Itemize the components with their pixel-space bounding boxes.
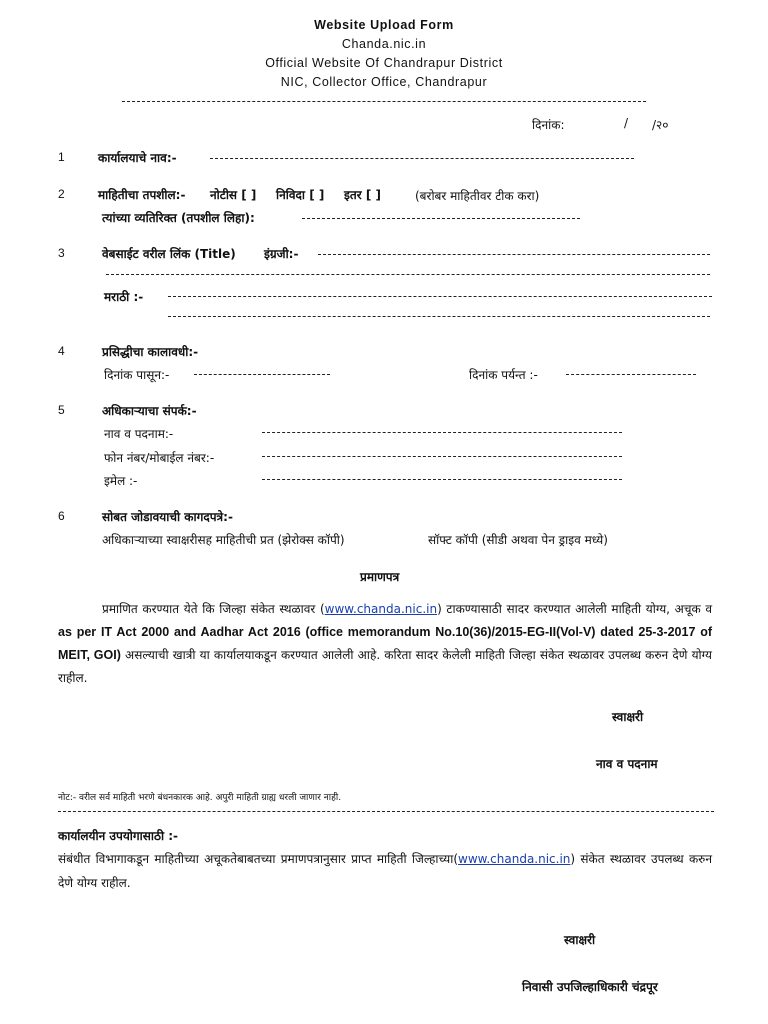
other-detail-field[interactable] — [302, 218, 580, 219]
certificate-heading: प्रमाणपत्र — [360, 570, 400, 584]
office-chanda-link[interactable]: www.chanda.nic.in — [458, 852, 571, 866]
phone-field[interactable] — [262, 456, 622, 457]
tick-note: (बरोबर माहितीवर टीक करा) — [415, 189, 540, 203]
form-title: Website Upload Form — [314, 18, 454, 32]
documents-label: सोबत जोडावयाची कागदपत्रे:- — [102, 510, 233, 524]
office-line: NIC, Collector Office, Chandrapur — [280, 75, 488, 89]
to-date-field[interactable] — [566, 374, 696, 375]
note-divider — [58, 811, 714, 812]
from-date-field[interactable] — [194, 374, 330, 375]
date-slash: / — [624, 116, 629, 130]
certificate-text-2: ) टाकण्यासाठी सादर करण्यात आलेली माहिती योग्य, अचूक व — [437, 602, 712, 616]
title-label: वेबसाईट वरील लिंक (Title) — [102, 247, 236, 261]
notice-checkbox[interactable]: नोटीस [ ] — [210, 188, 257, 202]
contact-label: अधिकाऱ्याचा संपर्क:- — [102, 404, 197, 418]
document-hardcopy: अधिकाऱ्याच्या स्वाक्षरीसह माहितीची प्रत (झेरोक्स कॉपी) — [102, 533, 345, 547]
item-number-1: 1 — [58, 150, 65, 164]
phone-label: फोन नंबर/मोबाईल नंबर:- — [104, 451, 215, 465]
chanda-link[interactable]: www.chanda.nic.in — [324, 602, 438, 616]
office-use-text-2: ) संकेत स्थळावर उपलब्ध करुन देणे योग्य राहील. — [58, 852, 712, 890]
header-divider — [122, 101, 646, 102]
tender-checkbox[interactable]: निविदा [ ] — [276, 188, 325, 202]
official-website-line: Official Website Of Chandrapur District — [265, 56, 503, 70]
office-name-label: कार्यालयाचे नाव:- — [98, 151, 177, 165]
office-use-text-1: संबंधीत विभागाकडून माहितीच्या अचूकतेबाबतच्या प्रमाणपत्रानुसार प्राप्त माहिती जिल्हाच्या( — [58, 852, 459, 866]
info-type-label: माहितीचा तपशील:- — [98, 188, 186, 202]
item-number-4: 4 — [58, 344, 65, 358]
resident-officer: निवासी उपजिल्हाधिकारी चंद्रपूर — [522, 980, 658, 994]
item-number-6: 6 — [58, 509, 65, 523]
signature-label: स्वाक्षरी — [612, 710, 644, 724]
name-designation-field[interactable] — [262, 432, 622, 433]
site-name: Chanda.nic.in — [341, 37, 427, 51]
item-number-5: 5 — [58, 403, 65, 417]
certificate-paragraph — [58, 598, 712, 690]
name-designation-label: नाव व पदनाम:- — [104, 427, 174, 441]
item-number-3: 3 — [58, 246, 65, 260]
email-field[interactable] — [262, 479, 622, 480]
marathi-title-field[interactable] — [168, 296, 712, 297]
marathi-title-field-line2[interactable] — [168, 316, 710, 317]
office-name-field[interactable] — [210, 158, 634, 159]
english-title-field[interactable] — [318, 254, 710, 255]
date-year: /२० — [652, 118, 669, 132]
office-use-paragraph — [58, 847, 712, 895]
period-label: प्रसिद्धीचा कालावधी:- — [102, 345, 199, 359]
from-date-label: दिनांक पासून:- — [104, 368, 170, 382]
to-date-label: दिनांक पर्यन्त :- — [469, 368, 538, 382]
mandatory-note: नोट:- वरील सर्व माहिती भरणे बंधनकारक आहे. अपुरी माहिती ग्राह्य धरली जाणार नाही. — [58, 793, 342, 803]
document-softcopy: सॉफ्ट कॉपी (सीडी अथवा पेन ड्राइव मध्ये) — [428, 533, 608, 547]
office-signature-label: स्वाक्षरी — [564, 933, 596, 947]
marathi-label: मराठी :- — [104, 290, 144, 304]
english-title-field-line2[interactable] — [106, 274, 710, 275]
other-detail-label: त्यांच्या व्यतिरिक्त (तपशील लिहा): — [102, 211, 255, 225]
certificate-text-1: प्रमाणित करण्यात येते कि जिल्हा संकेत स्थळावर ( — [102, 602, 325, 616]
name-designation-sign: नाव व पदनाम — [596, 757, 658, 771]
other-checkbox[interactable]: इतर [ ] — [344, 188, 381, 202]
legal-reference: as per IT Act 2000 and Aadhar Act 2016 (office memorandum No.10(36)/2015-EG-II(Vol-V) dated 25-3-2017 of MEIT, GOI) — [58, 625, 712, 662]
date-label: दिनांक: — [532, 118, 565, 132]
email-label: इमेल :- — [104, 474, 138, 488]
english-label: इंग्रजी:- — [264, 247, 299, 261]
office-use-heading: कार्यालयीन उपयोगासाठी :- — [58, 829, 179, 843]
item-number-2: 2 — [58, 187, 65, 201]
certificate-text-3: असल्याची खात्री या कार्यालयाकडून करण्यात आलेली आहे. करिता सादर केलेली माहिती जिल्हा संकेत स्थळावर उपलब्ध करुन देणे योग्य राहील. — [58, 648, 712, 685]
